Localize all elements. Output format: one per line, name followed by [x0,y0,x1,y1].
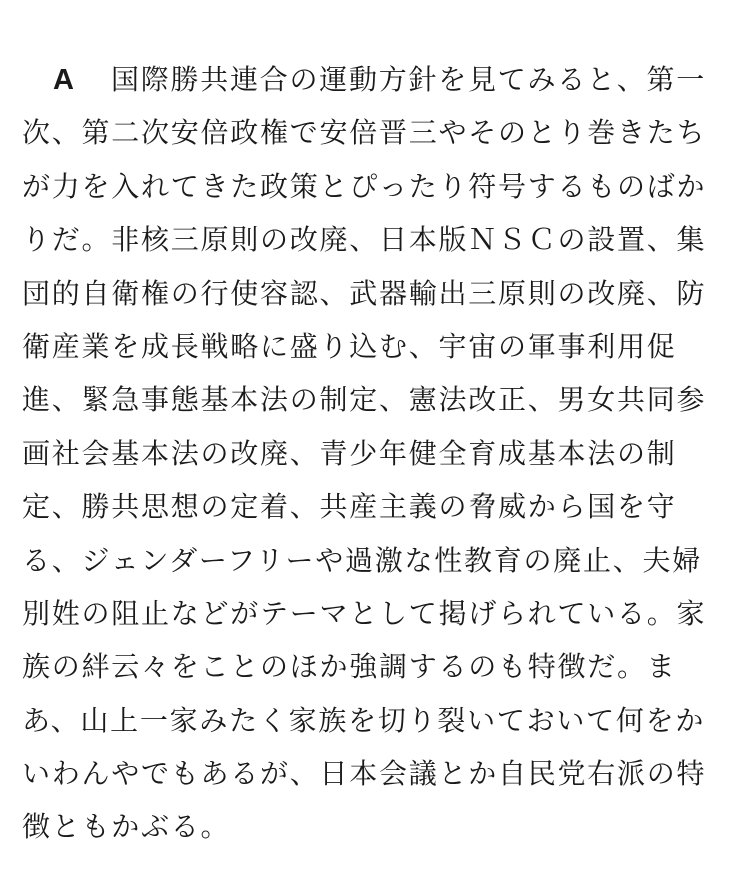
text-line: が力を入れてきた政策とぴったり符号するものばか [22,169,707,203]
text-line: 衛産業を成長戦略に盛り込む、宇宙の軍事利用促 [22,329,677,363]
text-line: いわんやでもあるが、日本会議とか自民党右派の特 [22,757,707,791]
text-line: 団的自衛権の行使容認、武器輸出三原則の改廃、防 [22,276,707,310]
text-line: りだ。非核三原則の改廃、日本版ＮＳＣの設置、集 [22,223,707,257]
text-line: 次、第二次安倍政権で安倍晋三やそのとり巻きたち [22,116,707,150]
answer-paragraph [22,53,742,854]
text-line: あ、山上一家みたく家族を切り裂いておいて何をか [22,703,706,737]
text-line: 画社会基本法の改廃、青少年健全育成基本法の制 [22,436,677,470]
text-line: 族の絆云々をことのほか強調するのも特徴だ。ま [22,650,677,684]
text-line: る、ジェンダーフリーや過激な性教育の廃止、夫婦 [22,543,703,577]
text-line-content: 国際勝共連合の運動方針を見てみると、第一 [111,63,707,96]
text-line: 進、緊急事態基本法の制定、憲法改正、男女共同参 [22,383,707,417]
text-line: 徴ともかぶる。 [22,810,231,844]
text-line [22,53,742,106]
text-line: 定、勝共思想の定着、共産主義の脅威から国を守 [22,490,677,524]
speaker-label: A [53,64,74,96]
text-line: 別姓の阻止などがテーマとして掲げられている。家 [22,596,707,630]
